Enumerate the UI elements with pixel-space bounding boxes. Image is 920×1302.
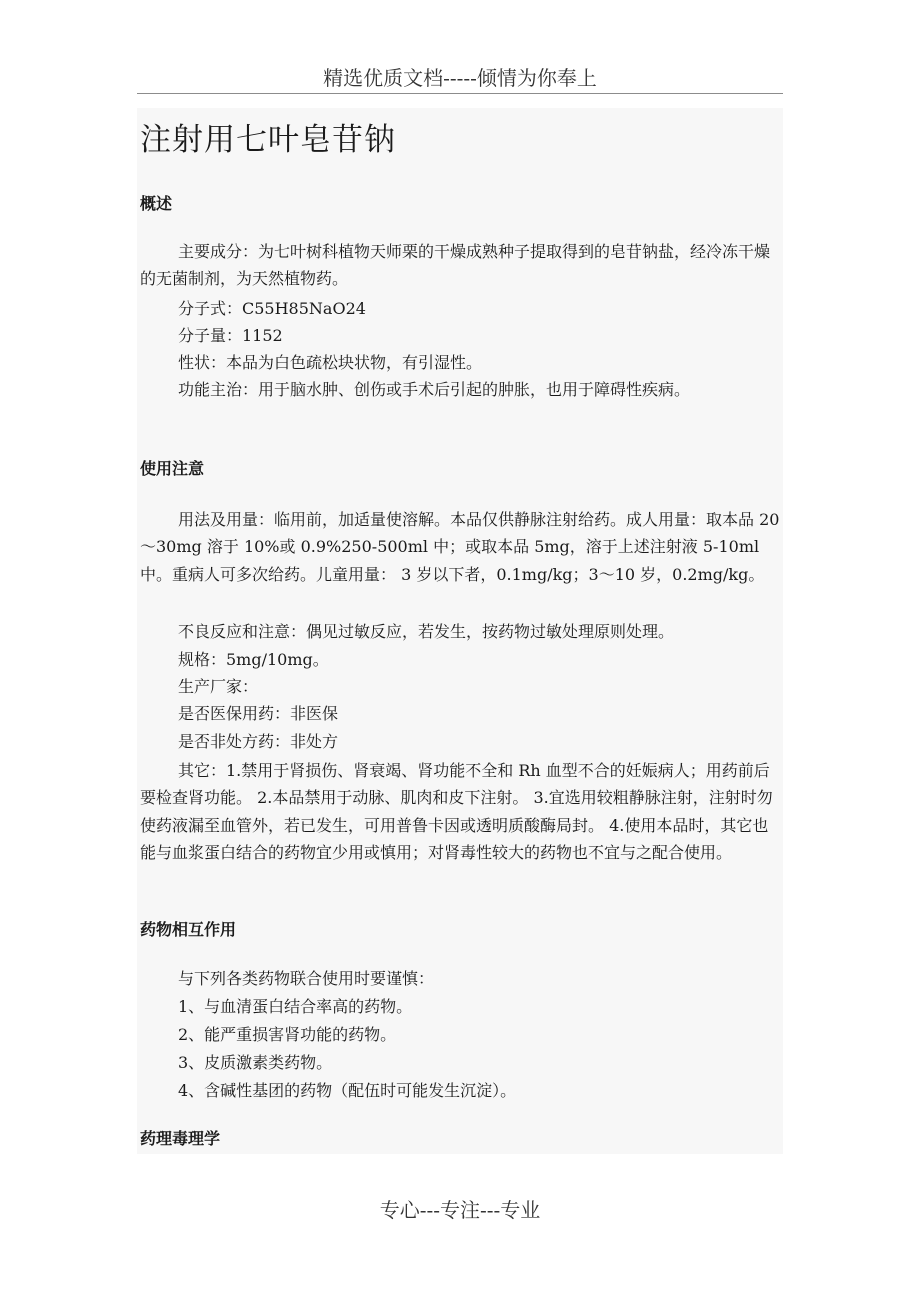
appearance-line: 性状：本品为白色疏松块状物，有引湿性。	[178, 353, 483, 372]
main-ingredient-paragraph: 主要成分：为七叶树科植物天师栗的干燥成熟种子提取得到的皂苷钠盐，经冷冻干燥的无菌制剂，为天然植物药。	[140, 242, 771, 289]
specification-line: 规格：5mg/10mg。	[178, 650, 329, 669]
page-footer: 专心---专注---专业	[379, 1198, 541, 1222]
list-item: 1、与血清蛋白结合率高的药物。	[178, 997, 413, 1016]
dosage-paragraph: 用法及用量：临用前，加适量使溶解。本品仅供静脉注射给药。成人用量：取本品 20～30mg 溶于 10%或 0.9%250-500ml 中；或取本品 5mg，溶于上述注射液 5-10ml 中。重病人可多次给药。儿童用量： 3 岁以下者，0.1mg/kg；3～10 岁，0.2mg/kg。	[140, 510, 780, 584]
page-header: 精选优质文档-----倾情为你奉上	[323, 66, 597, 90]
interactions-intro: 与下列各类药物联合使用时要谨慎：	[178, 969, 435, 988]
section-heading-pharmacology: 药理毒理学	[140, 1129, 221, 1148]
manufacturer-line: 生产厂家：	[178, 677, 259, 696]
insurance-line: 是否医保用药：非医保	[178, 704, 339, 723]
list-item: 3、皮质激素类药物。	[178, 1053, 333, 1072]
molecular-weight-line: 分子量：1152	[178, 326, 283, 345]
indications-line: 功能主治：用于脑水肿、创伤或手术后引起的肿胀，也用于障碍性疾病。	[178, 380, 691, 399]
section-heading-usage: 使用注意	[140, 459, 205, 478]
header-divider	[137, 93, 783, 94]
formula-line: 分子式：C55H85NaO24	[178, 299, 366, 318]
other-notes-paragraph: 其它：1.禁用于肾损伤、肾衰竭、肾功能不全和 Rh 血型不合的妊娠病人；用药前后要检查肾功能。 2.本品禁用于动脉、肌肉和皮下注射。 3.宜选用较粗静脉注射，注射时勿使药液漏至血管外，若已发生，可用普鲁卡因或透明质酸酶局封。 4.使用本品时，其它也能与血浆蛋白结合的药物宜少用或慎用；对肾毒性较大的药物也不宜与之配合使用。	[140, 761, 773, 862]
otc-line: 是否非处方药：非处方	[178, 732, 339, 751]
document-body	[137, 108, 783, 1154]
section-heading-overview: 概述	[140, 194, 173, 213]
list-item: 2、能严重损害肾功能的药物。	[178, 1025, 397, 1044]
list-item: 4、含碱性基团的药物（配伍时可能发生沉淀）。	[178, 1081, 517, 1100]
adverse-reactions-line: 不良反应和注意：偶见过敏反应，若发生，按药物过敏处理原则处理。	[178, 622, 675, 641]
document-title: 注射用七叶皂苷钠	[140, 122, 396, 158]
section-heading-interactions: 药物相互作用	[140, 920, 237, 939]
